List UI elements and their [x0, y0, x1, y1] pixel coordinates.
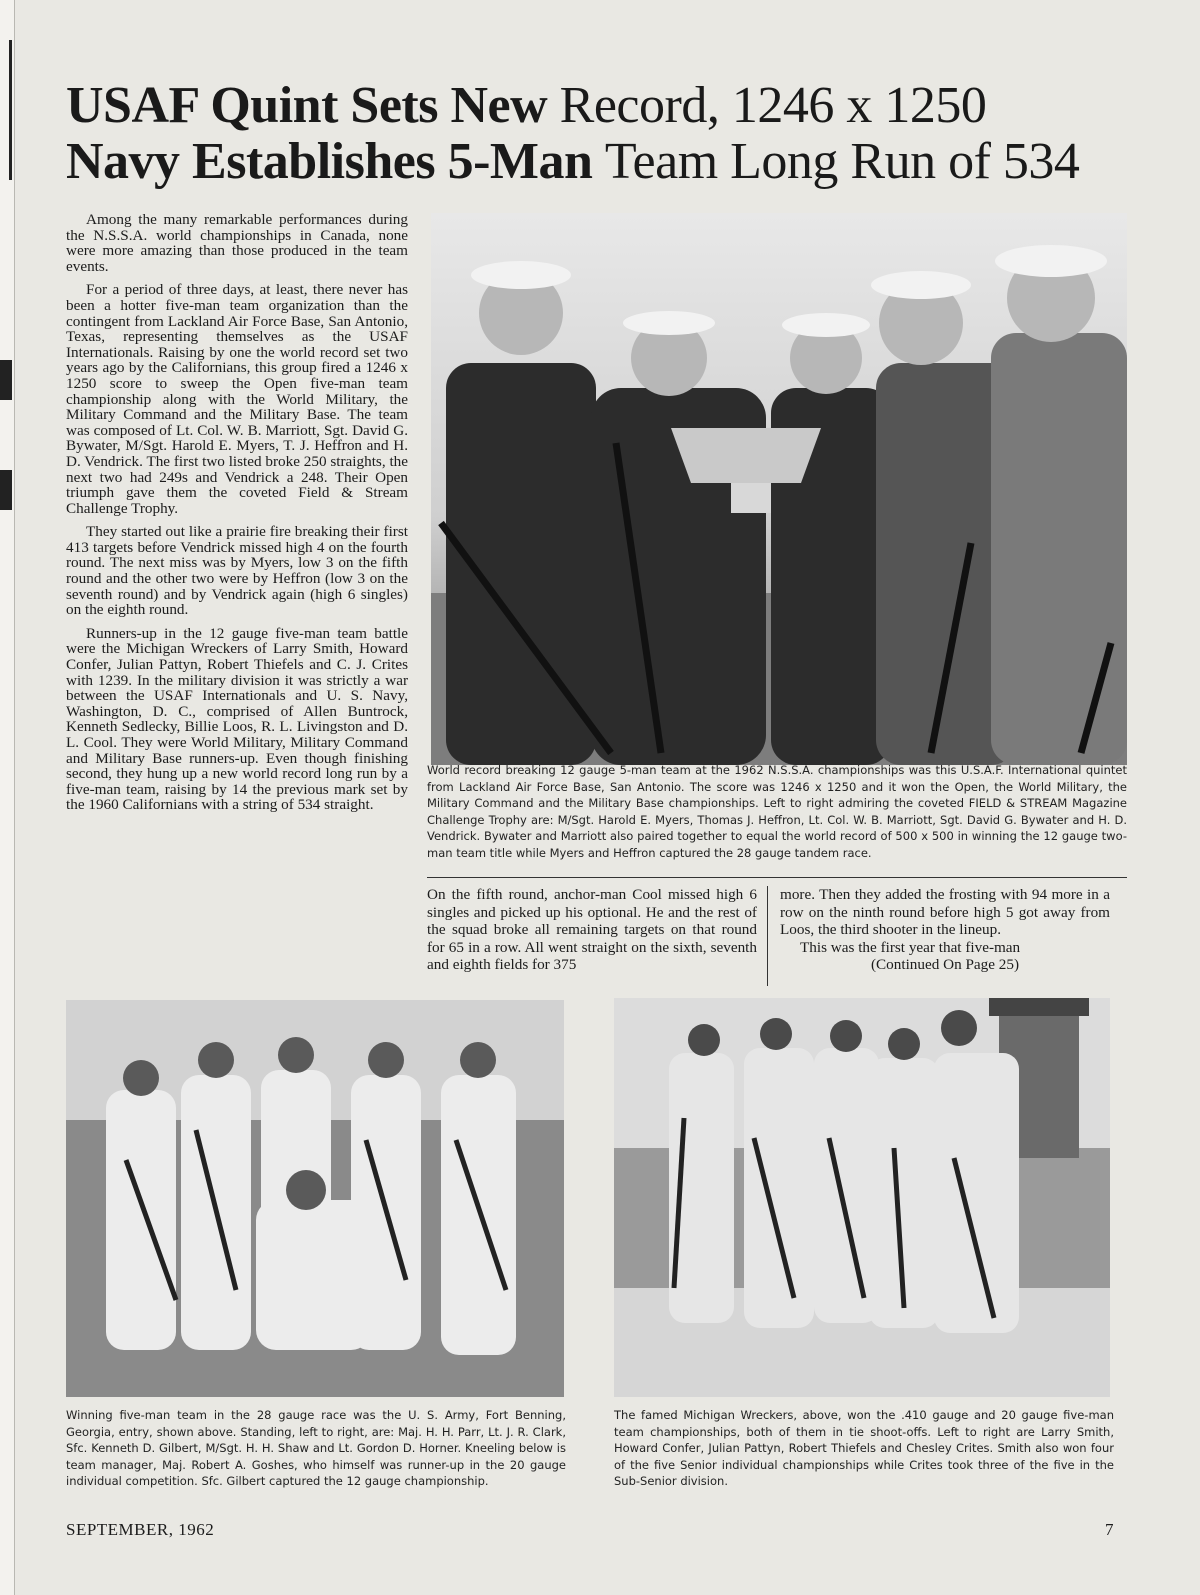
wreckers-photo-caption: The famed Michigan Wreckers, above, won the .410 gauge and 20 gauge five-man team championships, both of them in tie shoot-offs. Left to right are Larry Smith, Howard Confer, Julian Pattyn, Robert Thiefels and Chesley Crites. Smith also won four of the five Senior individual championships while Crites took three of the five in the Sub-Senior division. — [614, 1408, 1114, 1488]
headline-line-2-bold: Navy Establishes 5-Man — [66, 133, 593, 190]
article-middle-column — [427, 886, 757, 974]
headline-line-2 — [66, 134, 1126, 190]
caption-divider — [427, 877, 1127, 878]
adjacent-page-edge — [0, 0, 15, 1595]
gutter-letter-mark — [0, 360, 12, 400]
trophy-team-photo — [431, 213, 1127, 765]
top-photo-caption: World record breaking 12 gauge 5-man team at the 1962 N.S.S.A. championships was this U.S.A.F. International quintet from Lackland Air Force Base, San Antonio. The score was 1246 x 1250 and it won the Open, the World Military, the Military Command and the Military Base championships. Left to right admiring the coveted FIELD & STREAM Magazine Challenge Trophy are: M/Sgt. Harold E. Myers, Thomas J. Heffron, Lt. Col. W. B. Marriott, Sgt. David G. Bywater and H. D. Vendrick. Bywater and Marriott also paired together to equal the world record of 500 x 500 in winning the 12 gauge two-man team title while Myers and Heffron captured the 28 gauge tandem race. — [427, 763, 1127, 860]
army-team-photo — [66, 1000, 564, 1397]
headline-line-1 — [66, 78, 1126, 134]
michigan-wreckers-photo — [614, 998, 1110, 1397]
trophy-team-photo-image — [431, 213, 1127, 765]
page-number: 7 — [1105, 1520, 1114, 1539]
michigan-wreckers-photo-image — [614, 998, 1110, 1397]
headline-line-1-light: Record, 1246 x 1250 — [559, 77, 987, 134]
continued-notice: (Continued On Page 25) — [870, 956, 1020, 973]
article-paragraph-4: Runners-up in the 12 gauge five-man team battle were the Michigan Wreckers of Larry Smith, Howard Confer, Julian Pattyn, Robert Thiefels and C. J. Crites with 1239. In the military division it was strictly a war between the USAF Internationals and U. S. Navy, Washington, D. C., comprised of Allen Buntrock, Kenneth Sedlecky, Billie Loos, R. L. Livingston and D. L. Cool. They were World Military, Military Command and Military Base runners-up. Even though finishing second, they hung up a new world record long run by a five-man team, raising by 14 the previous mark set by the 1960 Californians with a string of 534 straight. — [66, 624, 408, 814]
article-paragraph-1: Among the many remarkable performances during the N.S.S.A. world championships in Canada, none were more amazing than those produced in the team events. — [66, 211, 408, 275]
army-team-photo-image — [66, 1000, 564, 1397]
article-mid-right-text-2: This was the first year that five-man — [800, 938, 1021, 956]
article-paragraph-3: They started out like a prairie fire breaking their first 413 targets before Vendrick missed high 4 on the fourth round. The next miss was by Myers, low 3 on the fifth round and the other two were by Heffron (low 3 on the seventh round) and by Vendrick again (high 6 singles) on the eighth round. — [66, 523, 408, 619]
article-right-column — [780, 886, 1110, 974]
page-headline — [66, 78, 1126, 190]
gutter-rule — [9, 40, 12, 180]
headline-line-1-bold: USAF Quint Sets New — [66, 77, 548, 134]
article-left-column — [66, 212, 408, 821]
gutter-letter-mark — [0, 470, 12, 510]
column-divider — [767, 886, 768, 986]
headline-line-2-light: Team Long Run of 534 — [604, 133, 1080, 190]
article-mid-right-text: more. Then they added the frosting with 94 more in a row on the ninth round before high 5 got away from Loos, the third shooter in the lineup. — [780, 886, 1110, 938]
army-photo-caption: Winning five-man team in the 28 gauge race was the U. S. Army, Fort Benning, Georgia, entry, shown above. Standing, left to right, are: Maj. H. H. Parr, Lt. J. R. Clark, Sfc. Kenneth D. Gilbert, M/Sgt. H. H. Shaw and Lt. Gordon D. Horner. Kneeling below is team manager, Maj. Robert A. Goshes, who himself was runner-up in the 20 gauge individual competition. Sfc. Gilbert captured the 12 gauge championship. — [66, 1408, 566, 1488]
article-mid-left-text: On the fifth round, anchor-man Cool missed high 6 singles and picked up his optional. He and the rest of the squad broke all remaining targets on that round for 65 in a row. All went straight on the sixth, seventh and eighth fields for 375 — [427, 886, 757, 973]
issue-date: SEPTEMBER, 1962 — [66, 1520, 215, 1539]
article-paragraph-2: For a period of three days, at least, there never has been a hotter five-man team organization than the contingent from Lackland Air Force Base, San Antonio, Texas, representing themselves as the USAF Internationals. Raising by one the world record set two years ago by the Californians, this group fired a 1246 x 1250 score to sweep the Open five-man team championship along with the World Military, the Military Command and the Military Base. The team was composed of Lt. Col. W. B. Marriott, Sgt. David G. Bywater, M/Sgt. Harold E. Myers, T. J. Heffron and H. D. Vendrick. The first two listed broke 250 straights, the next two had 249s and Vendrick a 248. Their Open triumph gave them the coveted Field & Stream Challenge Trophy. — [66, 281, 408, 517]
